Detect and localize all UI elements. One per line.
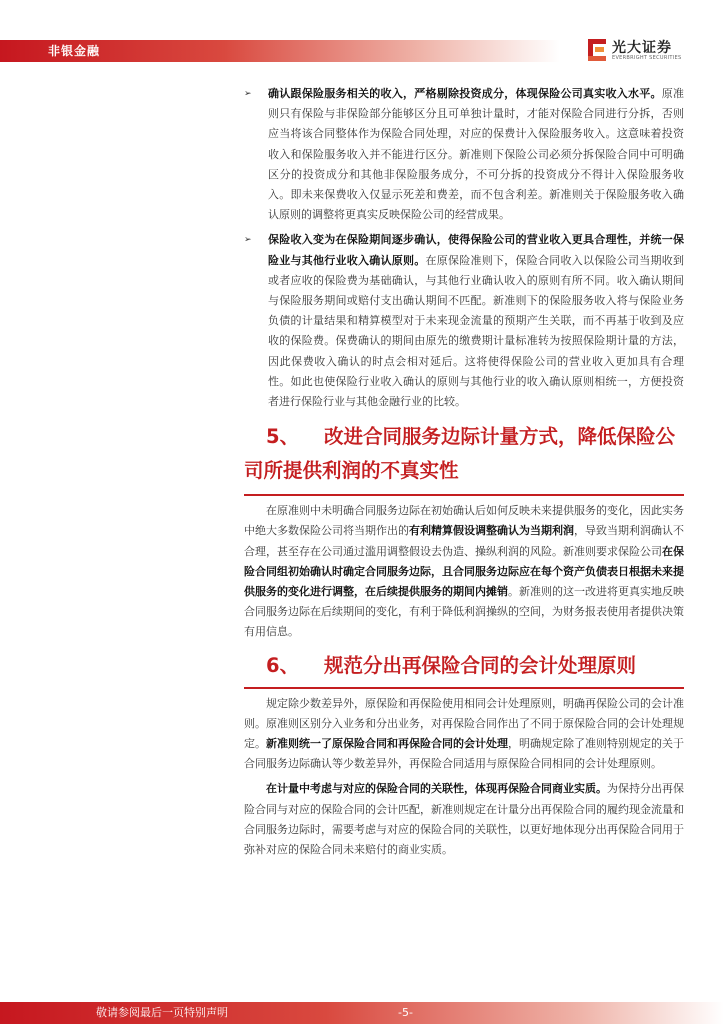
header-section-label: 非银金融 [48, 44, 101, 58]
section-6-number: 6、 [266, 653, 300, 677]
section-6-text-b: ，明确规定除了准则特别规定的关于合同服务边际确认等少数差异外，再保险合同适用与原保险合同相同的会计处理原则。 [244, 737, 684, 771]
arrow-bullet-icon: ➢ [244, 89, 252, 99]
section-6-bold-a: 新准则统一了原保险合同和再保险合同的会计处理 [266, 737, 508, 751]
bullet-item-revenue-recognition [244, 230, 684, 412]
arrow-bullet-icon: ➢ [244, 235, 252, 246]
section-6-divider [244, 687, 684, 689]
bullet-body-text: 原准则只有保险与非保险部分能够区分且可单独计量时，才能对保险合同进行分拆，否则应当将该合同整体作为保险合同处理，对应的保费计入保险服务收入。这意味着投资收入和保险服务收入并不能进行区分。新准则下保险公司必须分拆保险合同中可明确区分的投资成分和其他非保险服务成分，不可分拆的投资成分不得计入保险服务收入。即未来保费收入仅显示死差和费差，而不包含利差。新准则关于保险服务收入确认原则的调整将更真实反映保险公司的经营成果。 [268, 87, 684, 222]
section-5-text-b: ，导致当期利润确认不合理，甚至存在公司通过滥用调整假设去伪造、操纵利润的风险。新准则要求保险公司 [244, 524, 684, 558]
brand-logo-text: 光大证券 [612, 40, 672, 56]
section-6-bold-b: 在计量中考虑与对应的保险合同的关联性，体现再保险合同商业实质。 [266, 782, 607, 796]
brand-logo-subtext: EVERBRIGHT SECURITIES [612, 55, 682, 61]
brand-logo-icon [586, 37, 608, 63]
bullet-body-text: 在原保险准则下，保险合同收入以保险公司当期收到或者应收的保险费为基础确认，与其他行业确认收入的原则有所不同。收入确认期间与保险服务期间或赔付支出确认期间不匹配。新准则下的保险服务收入将与保险业务负债的计量结果和精算模型对于未来现金流量的预期产生关联，而不再基于收到及应收的保险费。保费确认的期间由原先的缴费期计量标准转为按照保险期计量的方法，因此保费收入确认的时点会相对延后。这将使得保险公司的营业收入更加具有合理性。如此也使保险行业收入确认的原则与其他行业的收入确认原则相统一，方便投资者进行保险行业与其他金融行业的比较。 [268, 253, 684, 409]
bullet-item-insurance-revenue [244, 84, 684, 225]
section-5-number: 5、 [266, 425, 300, 449]
brand-logo [586, 37, 686, 65]
section-6-text-a: 规定除少数差异外，原保险和再保险使用相同会计处理原则，明确再保险公司的会计准则。原准则区别分入业务和分出业务，对再保险合同作出了不同于原保险合同的会计处理规定。 [244, 696, 684, 751]
section-6-heading [244, 649, 684, 683]
bullet-bold-lead: 确认跟保险服务相关的收入，严格剔除投资成分，体现保险公司真实收入水平。 [268, 87, 662, 100]
section-5-paragraph [244, 501, 684, 642]
page-number: -5- [398, 1006, 413, 1019]
section-5-text-a: 在原准则中未明确合同服务边际在初始确认后如何反映未来提供服务的变化，因此实务中绝大多数保险公司将当期作出的 [244, 504, 684, 538]
section-5-bold-a: 有利精算假设调整确认为当期利润 [409, 524, 574, 538]
section-6-paragraph-1 [244, 694, 684, 775]
section-6-text-c: 为保持分出再保险合同与对应的保险合同的会计匹配，新准则规定在计量分出再保险合同的履约现金流量和合同服务边际时，需要考虑与对应的保险合同的关联性，以更好地体现分出再保险合同用于弥补对应的保险合同未来赔付的商业实质。 [244, 782, 684, 857]
bullet-bold-lead: 保险收入变为在保险期间逐步确认，使得保险公司的营业收入更具合理性，并统一保险业与其他行业收入确认原则。 [268, 233, 684, 267]
section-5-text-c: 。新准则的这一改进将更真实地反映合同服务边际在后续期间的变化，有利于降低利润操纵的空间，为财务报表使用者提供决策有用信息。 [244, 585, 684, 639]
section-5-title: 改进合同服务边际计量方式，降低保险公司所提供利润的不真实性 [244, 425, 676, 483]
section-6-title: 规范分出再保险合同的会计处理原则 [324, 653, 637, 677]
section-5-divider [244, 494, 684, 496]
main-content [244, 84, 684, 860]
section-5-heading [244, 420, 684, 488]
section-5-bold-b: 在保险合同组初始确认时确定合同服务边际，且合同服务边际应在每个资产负债表日根据未来提供服务的变化进行调整，在后续提供服务的期间内摊销 [244, 544, 684, 599]
footer-disclaimer: 敬请参阅最后一页特别声明 [96, 1006, 228, 1019]
section-6-paragraph-2 [244, 779, 684, 860]
